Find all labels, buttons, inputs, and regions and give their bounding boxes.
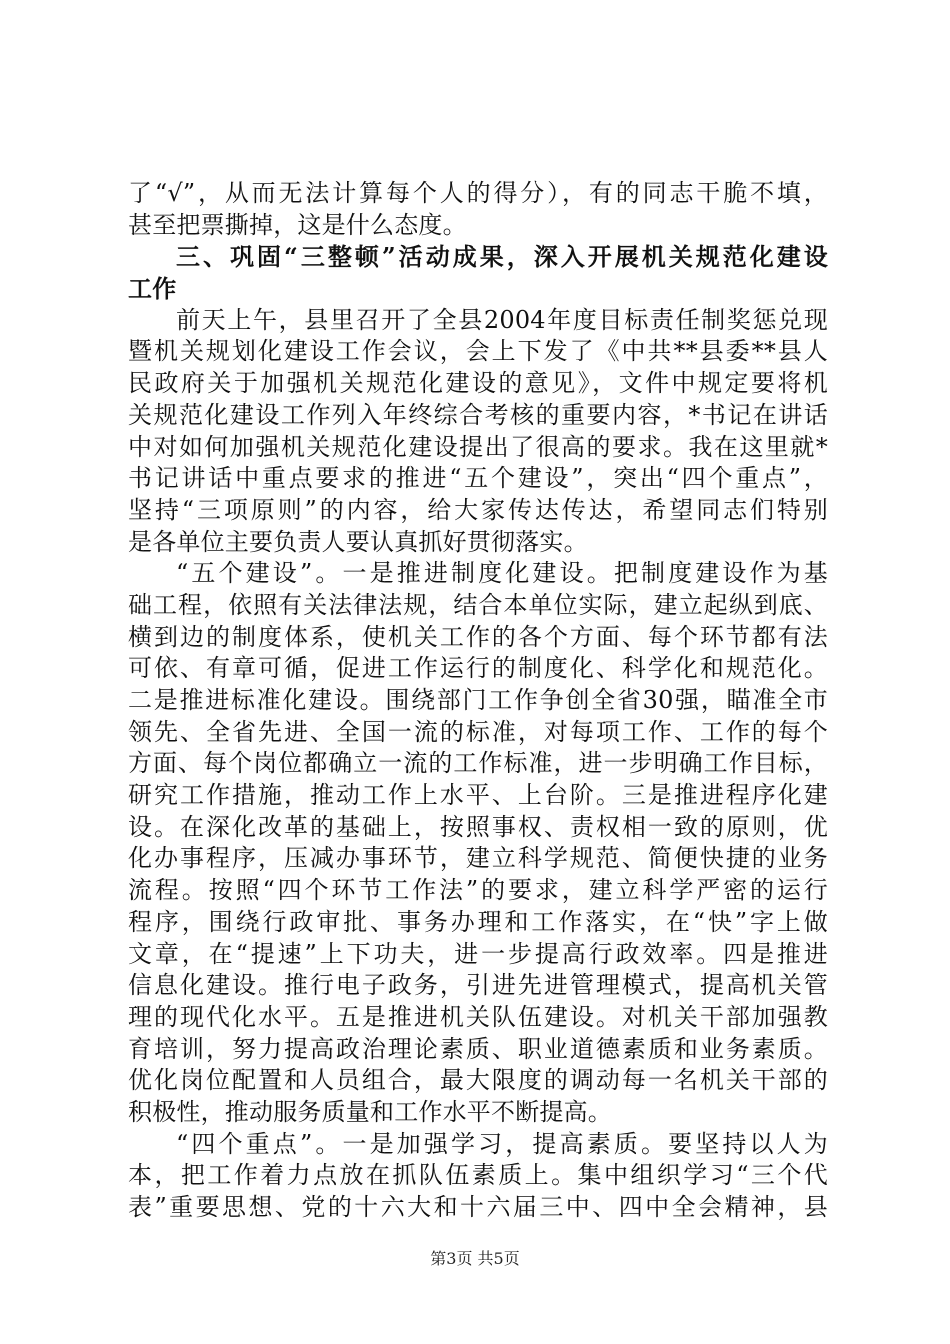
text-line: 民政府关于加强机关规范化建设的意见》，文件中规定要将机 [128,369,828,398]
text-line: 流程。按照“四个环节工作法”的要求，建立科学严密的运行 [128,876,828,905]
text-line: 书记讲话中重点要求的推进“五个建设”，突出“四个重点”， [128,464,828,493]
text-line: “五个建设”。一是推进制度化建设。把制度建设作为基 [176,559,828,588]
text-line: 化办事程序，压减办事环节，建立科学规范、简便快捷的业务 [128,844,828,873]
text-line: 二是推进标准化建设。围绕部门工作争创全省30强，瞄准全市 [128,686,828,714]
text-line: 关规范化建设工作列入年终综合考核的重要内容，*书记在讲话 [128,400,828,429]
heading-line: 工作 [128,274,177,304]
text-line: 横到边的制度体系，使机关工作的各个方面、每个环节都有法 [128,622,828,651]
paragraph-meeting [128,305,828,559]
text-line: 领先、全省先进、全国一流的标准，对每项工作、工作的每个 [128,717,828,746]
paragraph-continuation [128,178,828,241]
paragraph-four-priorities [128,1129,828,1224]
text-line: 积极性，推动服务质量和工作水平不断提高。 [128,1097,612,1126]
paragraph-five-constructions [128,558,828,1128]
text-line: 坚持“三项原则”的内容，给大家传达传达，希望同志们特别 [128,495,828,524]
text-line: 了“√”，从而无法计算每个人的得分），有的同志干脆不填， [128,179,828,207]
text-line: 研究工作措施，推动工作上水平、上台阶。三是推进程序化建 [128,781,828,810]
text-line: 信息化建设。推行电子政务，引进先进管理模式，提高机关管 [128,971,828,1000]
text-line: 中对如何加强机关规范化建设提出了很高的要求。我在这里就* [128,432,828,461]
text-line: 育培训，努力提高政治理论素质、职业道德素质和业务素质。 [128,1034,828,1063]
text-line: 方面、每个岗位都确立一流的工作标准，进一步明确工作目标， [128,749,828,778]
page-footer [0,1246,950,1269]
text-line: 前天上午，县里召开了全县2004年度目标责任制奖惩兑现 [176,305,828,334]
text-line: 设。在深化改革的基础上，按照事权、责权相一致的原则，优 [128,812,828,841]
text-line: 是各单位主要负责人要认真抓好贯彻落实。 [128,527,588,556]
text-line: 理的现代化水平。五是推进机关队伍建设。对机关干部加强教 [128,1002,828,1031]
text-line: 甚至把票撕掉，这是什么态度。 [128,210,467,239]
section-heading [128,241,828,304]
text-line: 暨机关规划化建设工作会议，会上下发了《中共**县委**县人 [128,337,828,366]
text-line: 优化岗位配置和人员组合，最大限度的调动每一名机关干部的 [128,1066,828,1095]
text-line: 可依、有章可循，促进工作运行的制度化、科学化和规范化。 [128,654,828,683]
text-line: 文章，在“提速”上下功夫，进一步提高行政效率。四是推进 [128,939,828,968]
text-line: 表”重要思想、党的十六大和十六届三中、四中全会精神，县 [128,1193,828,1221]
text-line: “四个重点”。一是加强学习，提高素质。要坚持以人为 [176,1129,828,1158]
text-line: 程序，围绕行政审批、事务办理和工作落实，在“快”字上做 [128,907,828,936]
heading-line: 三、巩固“三整顿”活动成果，深入开展机关规范化建设 [176,242,828,272]
page-number-label: 第3页 共5页 [430,1249,520,1268]
text-line: 础工程，依照有关法律法规，结合本单位实际，建立起纵到底、 [128,590,828,619]
text-line: 本，把工作着力点放在抓队伍素质上。集中组织学习“三个代 [128,1161,828,1190]
document-body [128,178,828,1224]
